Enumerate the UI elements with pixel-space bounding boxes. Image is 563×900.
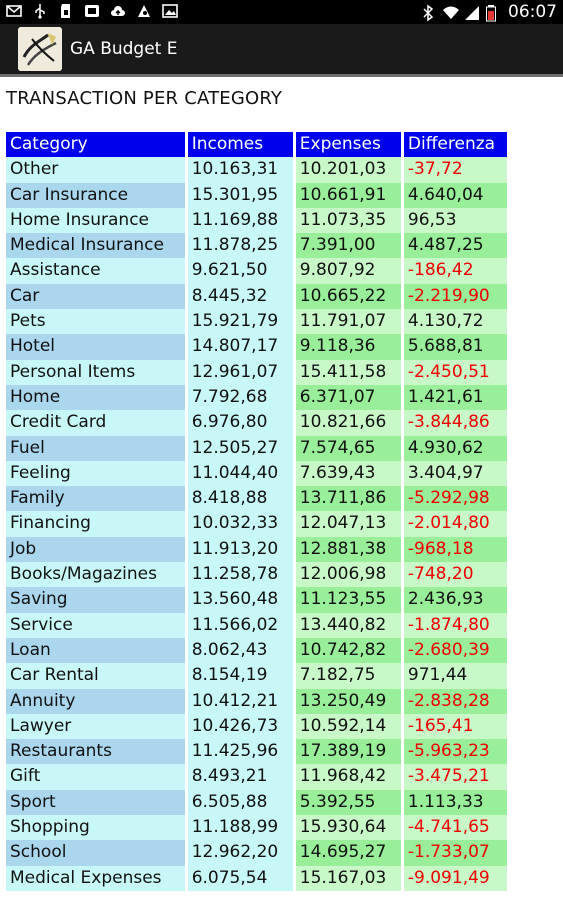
cell-expenses: 13.440,82 (296, 613, 401, 638)
table-header-row (6, 132, 507, 157)
cell-difference: -1.733,07 (404, 840, 507, 865)
cell-expenses: 9.118,36 (296, 334, 401, 359)
table-row[interactable] (6, 511, 507, 536)
cell-category: Family (6, 486, 185, 511)
table-row[interactable] (6, 486, 507, 511)
cell-expenses: 15.167,03 (296, 866, 401, 891)
bluetooth-icon (420, 4, 436, 20)
cell-difference: -2.450,51 (404, 360, 507, 385)
cell-category: Job (6, 537, 185, 562)
cell-difference: -2.014,80 (404, 511, 507, 536)
mail-icon (6, 3, 22, 19)
cell-difference: -5.963,23 (404, 739, 507, 764)
cell-difference: 96,53 (404, 208, 507, 233)
table-body (6, 157, 507, 891)
cell-expenses: 14.695,27 (296, 840, 401, 865)
cell-incomes: 10.163,31 (188, 157, 293, 182)
cell-incomes: 11.258,78 (188, 562, 293, 587)
cell-expenses: 10.661,91 (296, 183, 401, 208)
cell-difference: 5.688,81 (404, 334, 507, 359)
system-icons (420, 2, 557, 22)
cell-difference: -37,72 (404, 157, 507, 182)
table-row[interactable] (6, 537, 507, 562)
cell-incomes: 9.621,50 (188, 258, 293, 283)
cell-category: Home Insurance (6, 208, 185, 233)
cell-category: Car Insurance (6, 183, 185, 208)
cell-incomes: 11.566,02 (188, 613, 293, 638)
cell-expenses: 7.182,75 (296, 663, 401, 688)
table-row[interactable] (6, 258, 507, 283)
table-row[interactable] (6, 790, 507, 815)
table-row[interactable] (6, 663, 507, 688)
cell-incomes: 6.505,88 (188, 790, 293, 815)
cell-difference: -4.741,65 (404, 815, 507, 840)
cell-difference: 4.130,72 (404, 309, 507, 334)
cell-expenses: 13.711,86 (296, 486, 401, 511)
cell-category: Service (6, 613, 185, 638)
cell-expenses: 11.968,42 (296, 764, 401, 789)
cell-expenses: 10.592,14 (296, 714, 401, 739)
cell-category: Medical Expenses (6, 866, 185, 891)
header-incomes: Incomes (188, 132, 293, 157)
cell-incomes: 10.412,21 (188, 689, 293, 714)
table-row[interactable] (6, 284, 507, 309)
cell-category: Other (6, 157, 185, 182)
sd-card-icon (58, 3, 74, 19)
cell-difference: -186,42 (404, 258, 507, 283)
cell-expenses: 10.742,82 (296, 638, 401, 663)
cell-incomes: 12.505,27 (188, 436, 293, 461)
cell-incomes: 11.044,40 (188, 461, 293, 486)
page-title: TRANSACTION PER CATEGORY (6, 88, 283, 109)
cell-difference: 4.930,62 (404, 436, 507, 461)
cell-incomes: 7.792,68 (188, 385, 293, 410)
cell-incomes: 8.445,32 (188, 284, 293, 309)
cell-incomes: 11.878,25 (188, 233, 293, 258)
cell-incomes: 11.169,88 (188, 208, 293, 233)
cell-difference: 2.436,93 (404, 587, 507, 612)
cell-expenses: 6.371,07 (296, 385, 401, 410)
table-row[interactable] (6, 840, 507, 865)
cell-expenses: 12.006,98 (296, 562, 401, 587)
table-row[interactable] (6, 436, 507, 461)
cell-incomes: 6.075,54 (188, 866, 293, 891)
cell-category: Credit Card (6, 410, 185, 435)
cell-difference: 1.113,33 (404, 790, 507, 815)
storage-icon (84, 3, 100, 19)
cell-category: Car Rental (6, 663, 185, 688)
cell-incomes: 8.493,21 (188, 764, 293, 789)
table-row[interactable] (6, 562, 507, 587)
cell-category: Home (6, 385, 185, 410)
cell-difference: -2.680,39 (404, 638, 507, 663)
cell-category: School (6, 840, 185, 865)
cell-difference: -2.838,28 (404, 689, 507, 714)
usb-icon (32, 3, 48, 19)
cell-incomes: 10.032,33 (188, 511, 293, 536)
header-expenses: Expenses (296, 132, 401, 157)
table-row[interactable] (6, 815, 507, 840)
table-row[interactable] (6, 638, 507, 663)
cell-incomes: 14.807,17 (188, 334, 293, 359)
table-row[interactable] (6, 689, 507, 714)
table-row[interactable] (6, 587, 507, 612)
cell-category: Car (6, 284, 185, 309)
cell-difference: -3.475,21 (404, 764, 507, 789)
cell-category: Assistance (6, 258, 185, 283)
table-row[interactable] (6, 866, 507, 891)
status-bar (0, 0, 563, 24)
cell-expenses: 11.123,55 (296, 587, 401, 612)
cell-expenses: 9.807,92 (296, 258, 401, 283)
cell-expenses: 10.665,22 (296, 284, 401, 309)
cell-category: Gift (6, 764, 185, 789)
cell-difference: -5.292,98 (404, 486, 507, 511)
cell-difference: -968,18 (404, 537, 507, 562)
cell-expenses: 11.073,35 (296, 208, 401, 233)
cell-incomes: 11.188,99 (188, 815, 293, 840)
app-logo-icon[interactable] (18, 27, 62, 71)
header-category: Category (6, 132, 185, 157)
cloud-upload-icon (110, 3, 126, 19)
action-bar (0, 24, 563, 77)
cell-difference: -1.874,80 (404, 613, 507, 638)
table-row[interactable] (6, 183, 507, 208)
signal-icon (464, 4, 480, 20)
cell-incomes: 13.560,48 (188, 587, 293, 612)
cell-category: Fuel (6, 436, 185, 461)
table-row[interactable] (6, 360, 507, 385)
cell-difference: -9.091,49 (404, 866, 507, 891)
table-row[interactable] (6, 764, 507, 789)
table-row[interactable] (6, 461, 507, 486)
cell-category: Personal Items (6, 360, 185, 385)
cell-incomes: 8.154,19 (188, 663, 293, 688)
cell-expenses: 7.639,43 (296, 461, 401, 486)
cell-expenses: 15.411,58 (296, 360, 401, 385)
table-row[interactable] (6, 714, 507, 739)
cell-expenses: 5.392,55 (296, 790, 401, 815)
image-icon (162, 3, 178, 19)
table-row[interactable] (6, 233, 507, 258)
cell-category: Medical Insurance (6, 233, 185, 258)
table-row[interactable] (6, 739, 507, 764)
cell-category: Sport (6, 790, 185, 815)
cell-category: Restaurants (6, 739, 185, 764)
cell-incomes: 8.062,43 (188, 638, 293, 663)
cell-expenses: 12.881,38 (296, 537, 401, 562)
cell-category: Saving (6, 587, 185, 612)
app-title: GA Budget E (70, 39, 178, 59)
cell-expenses: 17.389,19 (296, 739, 401, 764)
cell-difference: -3.844,86 (404, 410, 507, 435)
gauge-icon (136, 3, 152, 19)
cell-incomes: 10.426,73 (188, 714, 293, 739)
table-row[interactable] (6, 410, 507, 435)
cell-category: Feeling (6, 461, 185, 486)
cell-expenses: 11.791,07 (296, 309, 401, 334)
cell-category: Books/Magazines (6, 562, 185, 587)
cell-expenses: 12.047,13 (296, 511, 401, 536)
table-row[interactable] (6, 613, 507, 638)
header-difference: Differenza (404, 132, 507, 157)
cell-difference: -748,20 (404, 562, 507, 587)
cell-expenses: 7.391,00 (296, 233, 401, 258)
cell-incomes: 12.962,20 (188, 840, 293, 865)
cell-difference: 971,44 (404, 663, 507, 688)
cell-incomes: 11.425,96 (188, 739, 293, 764)
table-row[interactable] (6, 157, 507, 182)
cell-category: Loan (6, 638, 185, 663)
cell-expenses: 10.201,03 (296, 157, 401, 182)
cell-difference: 1.421,61 (404, 385, 507, 410)
cell-incomes: 15.921,79 (188, 309, 293, 334)
cell-expenses: 10.821,66 (296, 410, 401, 435)
notification-icons (6, 3, 178, 19)
cell-incomes: 11.913,20 (188, 537, 293, 562)
table-row[interactable] (6, 208, 507, 233)
cell-incomes: 8.418,88 (188, 486, 293, 511)
cell-expenses: 7.574,65 (296, 436, 401, 461)
cell-incomes: 15.301,95 (188, 183, 293, 208)
table-row[interactable] (6, 309, 507, 334)
cell-category: Annuity (6, 689, 185, 714)
cell-expenses: 13.250,49 (296, 689, 401, 714)
battery-icon (486, 4, 502, 20)
cell-incomes: 12.961,07 (188, 360, 293, 385)
category-table (6, 132, 507, 891)
cell-category: Financing (6, 511, 185, 536)
table-row[interactable] (6, 385, 507, 410)
cell-difference: -2.219,90 (404, 284, 507, 309)
cell-difference: 4.487,25 (404, 233, 507, 258)
cell-difference: 3.404,97 (404, 461, 507, 486)
table-row[interactable] (6, 334, 507, 359)
clock: 06:07 (508, 2, 557, 22)
wifi-icon (442, 4, 458, 20)
cell-difference: -165,41 (404, 714, 507, 739)
cell-category: Shopping (6, 815, 185, 840)
cell-category: Lawyer (6, 714, 185, 739)
cell-difference: 4.640,04 (404, 183, 507, 208)
cell-category: Hotel (6, 334, 185, 359)
cell-category: Pets (6, 309, 185, 334)
cell-expenses: 15.930,64 (296, 815, 401, 840)
cell-incomes: 6.976,80 (188, 410, 293, 435)
